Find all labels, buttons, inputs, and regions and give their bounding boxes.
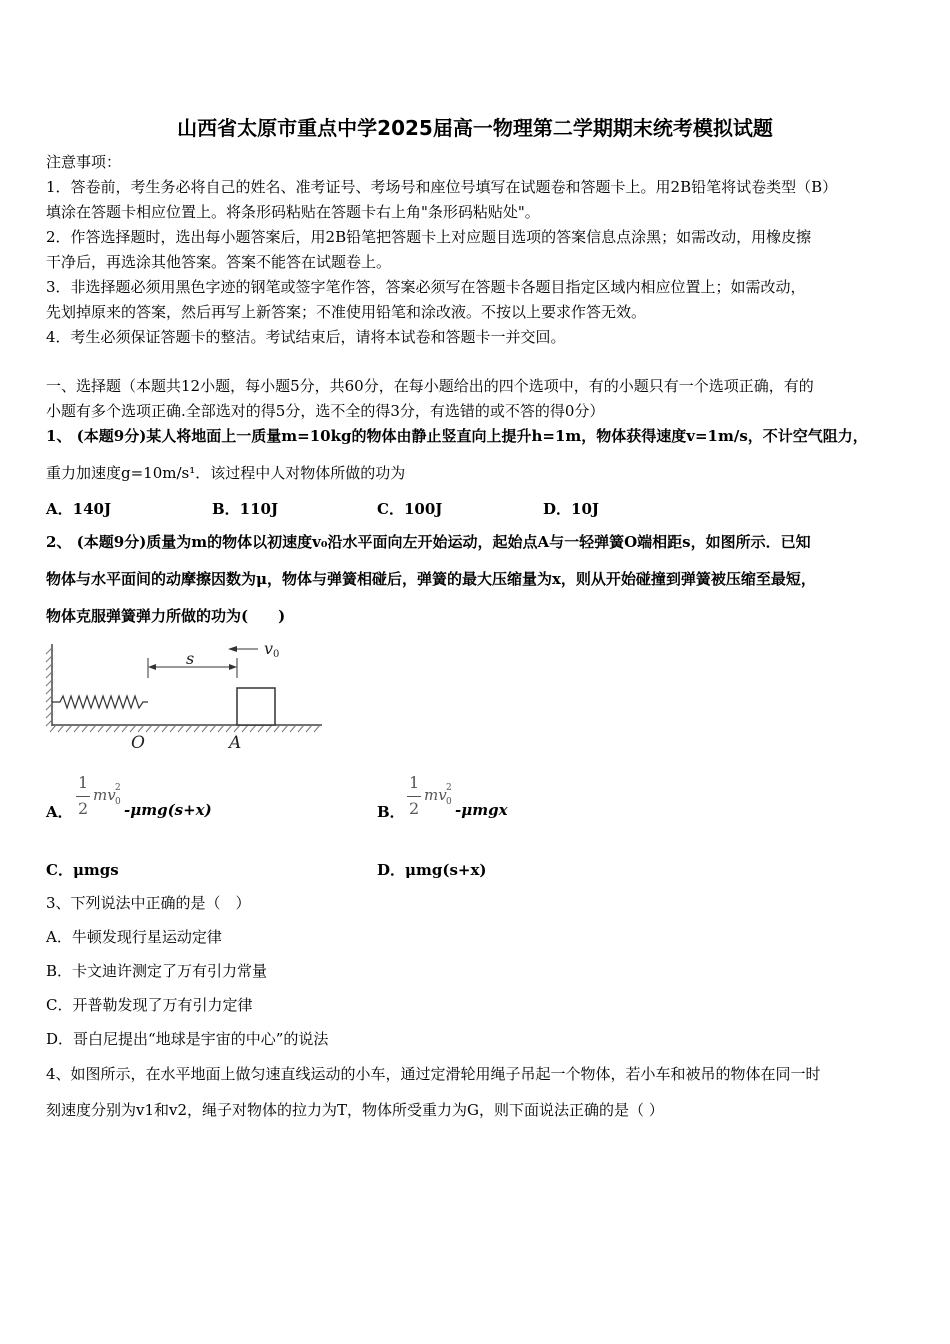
notice-line: 干净后，再选涂其他答案。答案不能答在试题卷上。: [46, 253, 392, 271]
q1-option-c: C．100J: [377, 500, 443, 518]
spring-block-figure: [44, 636, 334, 754]
q2-a-frac-bar: [76, 796, 90, 797]
q1-option-d: D．10J: [543, 500, 599, 518]
question-1-stem: 1、 (本题9分)某人将地面上一质量m=10kg的物体由静止竖直向上提升h=1m，物体获得速度v=1m/s，不计空气阻力，: [46, 427, 868, 445]
q1-option-a: A．140J: [46, 500, 112, 518]
q2-a-frac-num: 1: [78, 773, 89, 792]
question-3-stem: 3、下列说法中正确的是（ ）: [46, 894, 251, 912]
q1-option-b: B．110J: [212, 500, 279, 518]
q2-option-d: D．μmg(s+x): [377, 861, 487, 879]
page-title: 山西省太原市重点中学2025届高一物理第二学期期末统考模拟试题: [177, 116, 773, 140]
label-o: O: [131, 733, 145, 753]
q2-option-a-label: A．: [46, 803, 73, 821]
label-s: s: [186, 649, 195, 668]
notice-line: 填涂在答题卡相应位置上。将条形码粘贴在答题卡右上角"条形码粘贴处"。: [46, 203, 540, 221]
q3-option-b: B．卡文迪许测定了万有引力常量: [46, 962, 268, 980]
notice-line: 1．答卷前，考生务必将自己的姓名、准考证号、考场号和座位号填写在试题卷和答题卡上。用2B铅笔将试卷类型（B）: [46, 178, 838, 196]
question-2-stem: 2、 (本题9分)质量为m的物体以初速度v₀沿水平面向左开始运动，起始点A与一轻弹簧O端相距s，如图所示．已知: [46, 533, 811, 551]
q2-a-sub: 0: [115, 797, 121, 807]
question-1-stem: 重力加速度g=10m/s¹．该过程中人对物体所做的功为: [46, 464, 406, 482]
question-4-stem: 刻速度分别为v1和v2，绳子对物体的拉力为T，物体所受重力为G，则下面说法正确的是（ ）: [46, 1101, 664, 1119]
q2-option-b-label: B．: [377, 803, 405, 821]
label-v-sub: 0: [273, 649, 280, 660]
label-v: v: [264, 639, 274, 658]
q2-option-c: C．μmgs: [46, 861, 119, 879]
notice-heading: 注意事项：: [46, 153, 122, 171]
q2-a-expression: -μmg(s+x): [124, 801, 212, 819]
question-4-stem: 4、如图所示，在水平地面上做匀速直线运动的小车，通过定滑轮用绳子吊起一个物体，若小车和被吊的物体在同一时: [46, 1065, 821, 1083]
q2-a-sup: 2: [115, 783, 121, 793]
q2-b-expression: -μmgx: [455, 801, 508, 819]
q2-b-mv: mv: [424, 786, 447, 804]
q2-a-mv: mv: [93, 786, 116, 804]
notice-line: 3．非选择题必须用黑色字迹的钢笔或签字笔作答，答案必须写在答题卡各题目指定区域内相应位置上；如需改动，: [46, 278, 806, 296]
q2-b-sup: 2: [446, 783, 452, 793]
q3-option-c: C．开普勒发现了万有引力定律: [46, 996, 253, 1014]
section-header: 小题有多个选项正确.全部选对的得5分，选不全的得3分，有选错的或不答的得0分）: [46, 402, 605, 420]
q2-b-sub: 0: [446, 797, 452, 807]
spring: [52, 696, 148, 708]
notice-line: 4．考生必须保证答题卡的整洁。考试结束后，请将本试卷和答题卡一并交回。: [46, 328, 566, 346]
label-a: A: [229, 733, 242, 753]
question-2-stem: 物体与水平面间的动摩擦因数为μ，物体与弹簧相碰后，弹簧的最大压缩量为x，则从开始碰撞到弹簧被压缩至最短，: [46, 570, 816, 588]
q2-b-frac-num: 1: [409, 773, 420, 792]
q3-option-a: A．牛顿发现行星运动定律: [46, 928, 222, 946]
q3-option-d: D．哥白尼提出“地球是宇宙的中心”的说法: [46, 1030, 329, 1048]
block: [237, 688, 275, 725]
question-2-stem: 物体克服弹簧弹力所做的功为( ): [46, 607, 286, 625]
q2-b-frac-den: 2: [409, 799, 420, 818]
notice-line: 2．作答选择题时，选出每小题答案后，用2B铅笔把答题卡上对应题目选项的答案信息点涂黑；如需改动，用橡皮擦: [46, 228, 812, 246]
q2-b-frac-bar: [407, 796, 421, 797]
notice-line: 先划掉原来的答案，然后再写上新答案；不准使用铅笔和涂改液。不按以上要求作答无效。: [46, 303, 647, 321]
q2-a-frac-den: 2: [78, 799, 89, 818]
section-header: 一、选择题（本题共12小题，每小题5分，共60分，在每小题给出的四个选项中，有的小题只有一个选项正确，有的: [46, 377, 814, 395]
